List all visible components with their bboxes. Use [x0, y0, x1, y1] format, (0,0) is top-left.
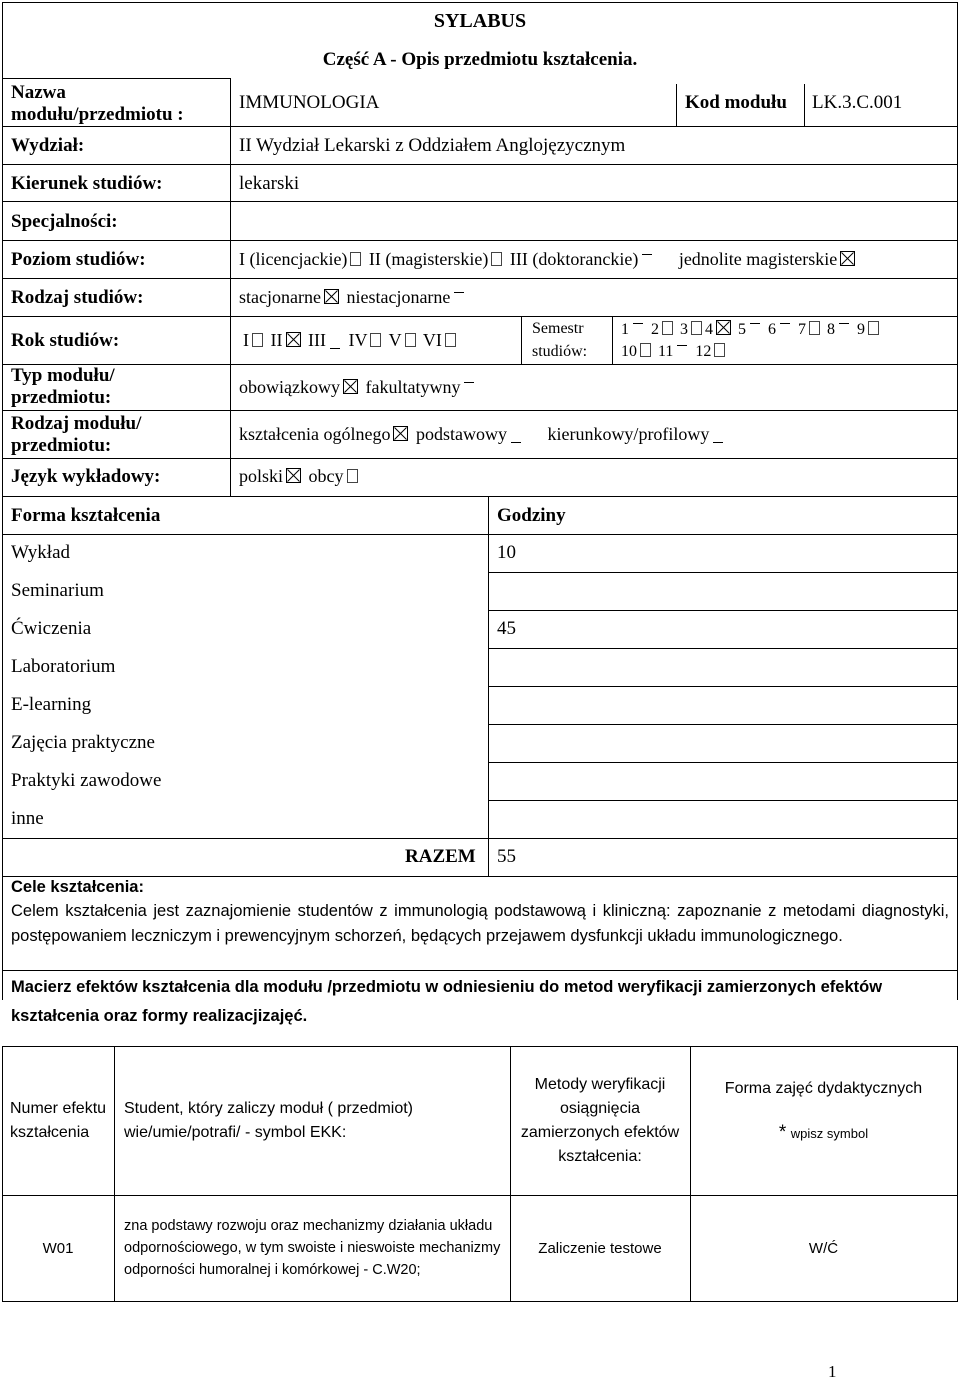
semester-label-line1: Semestr: [532, 320, 584, 337]
semester-10-checkbox[interactable]: [640, 343, 651, 357]
level-option-label: jednolite magisterskie: [678, 249, 838, 269]
page-number: 1: [828, 1362, 837, 1381]
semester-option: 12: [695, 343, 712, 360]
level-1-checkbox[interactable]: [350, 252, 361, 266]
study-type-label: Rodzaj studiów:: [11, 287, 144, 308]
module-kind-option: kierunkowy/profilowy: [547, 424, 710, 444]
year-2-checkbox[interactable]: [286, 332, 301, 347]
semester-12-checkbox[interactable]: [714, 343, 725, 357]
page-subtitle: Część A - Opis przedmiotu kształcenia.: [322, 49, 638, 70]
effect-description: zna podstawy rozwoju oraz mechanizmy działania układu odpornościowego, w tym swoiste i nieswoiste mechanizmy odporności humoralnej i komórkowej - C.W20;: [124, 1218, 501, 1278]
module-code-label: Kod modułu: [685, 92, 787, 113]
language-options: [239, 466, 361, 487]
faculty-label: Wydział:: [11, 135, 85, 156]
form-header: Forma kształcenia: [11, 505, 161, 526]
semester-option: 6: [768, 321, 776, 338]
semester-options-row1: [621, 320, 882, 339]
module-kind-label-line1: Rodzaj modułu/: [11, 413, 142, 434]
form-practical: Zajęcia praktyczne: [11, 732, 155, 753]
year-options: [243, 330, 459, 351]
col-number-header: Numer efektu kształcenia: [10, 1099, 107, 1141]
module-kind-option: podstawowy: [415, 424, 507, 444]
language-label: Język wykładowy:: [11, 466, 161, 487]
faculty-value: II Wydział Lekarski z Oddziałem Anglojęzycznym: [239, 135, 626, 156]
language-option: obcy: [308, 466, 344, 486]
semester-option: 11: [658, 343, 674, 360]
level-options: [239, 249, 858, 270]
module-kind-options: [239, 424, 727, 445]
module-label-line2: modułu/przedmiotu :: [11, 104, 184, 125]
col-form-header: Forma zajęć dydaktycznych: [724, 1080, 923, 1097]
language-option: polski: [239, 466, 284, 486]
col-form-note: [690, 1122, 957, 1144]
form-internship: Praktyki zawodowe: [11, 770, 162, 791]
level-3-dash[interactable]: [642, 254, 652, 255]
level-option-label: II (magisterskie): [368, 249, 489, 269]
col-form-note-star: *: [778, 1122, 787, 1143]
polish-checkbox[interactable]: [286, 468, 301, 483]
semester-option: 10: [621, 343, 637, 360]
module-type-label-line1: Typ modułu/: [11, 365, 115, 386]
semester-4-checkbox[interactable]: [716, 320, 731, 335]
year-5-checkbox[interactable]: [405, 333, 416, 347]
year-option: I: [243, 330, 249, 350]
semester-7-checkbox[interactable]: [809, 321, 820, 335]
semester-8-mark[interactable]: [839, 323, 849, 324]
matrix-heading: Macierz efektów kształcenia dla modułu /przedmiotu w odniesieniu do metod weryfikacji zamierzonych efektów kształcenia oraz formy realizacjizajęć.: [11, 978, 883, 1025]
form-seminar: Seminarium: [11, 580, 104, 601]
module-kind-option: kształcenia ogólnego: [239, 424, 391, 444]
year-option: III: [308, 330, 326, 350]
hours-lecture: 10: [497, 542, 516, 563]
optional-dash[interactable]: [464, 382, 474, 383]
effect-form: W/Ć: [808, 1239, 839, 1257]
year-option: VI: [422, 330, 442, 350]
col-effect-header: Student, który zaliczy moduł ( przedmiot) wie/umie/potrafi/ - symbol EKK:: [124, 1099, 413, 1141]
semester-option: 3: [680, 321, 688, 338]
semester-option: 8: [827, 321, 835, 338]
semester-option: 9: [857, 321, 865, 338]
foreign-checkbox[interactable]: [347, 469, 358, 483]
semester-option: 2: [651, 321, 659, 338]
module-type-option: obowiązkowy: [239, 377, 340, 397]
year-label: Rok studiów:: [11, 330, 120, 351]
year-4-checkbox[interactable]: [370, 333, 381, 347]
mandatory-checkbox[interactable]: [343, 379, 358, 394]
goals-heading: Cele kształcenia:: [11, 878, 144, 896]
col-form-note-text: wpisz symbol: [790, 1126, 869, 1141]
basic-mark[interactable]: [511, 442, 521, 443]
semester-11-mark[interactable]: [677, 345, 687, 346]
semester-label-line2: studiów:: [532, 343, 588, 360]
semester-option: 1: [621, 321, 629, 338]
study-type-option: stacjonarne: [239, 287, 321, 307]
module-label-line1: Nazwa: [11, 82, 66, 103]
module-name: IMMUNOLOGIA: [239, 92, 380, 113]
semester-5-mark[interactable]: [750, 323, 760, 324]
semester-option: 4: [705, 321, 713, 338]
full-time-checkbox[interactable]: [324, 289, 339, 304]
page-title: SYLABUS: [433, 10, 527, 32]
study-type-option: niestacjonarne: [346, 287, 451, 307]
module-type-label-line2: przedmiotu:: [11, 387, 112, 408]
module-type-options: [239, 377, 478, 398]
module-type-option: fakultatywny: [365, 377, 461, 397]
form-elearning: E-learning: [11, 694, 92, 715]
semester-option: 7: [798, 321, 806, 338]
level-option-label: III (doktoranckie): [509, 249, 639, 269]
total-label: RAZEM: [405, 846, 476, 867]
form-laboratory: Laboratorium: [11, 656, 116, 677]
goals-text: Celem kształcenia jest zaznajomienie studentów z immunologią podstawową i kliniczną: zapoznanie z metodami diagnostyki, postępowaniem leczniczym i prewencyjnym schorzeń, będących przejawem dysfunkcji układu immunologicznego.: [11, 902, 949, 945]
semester-1-mark[interactable]: [633, 323, 643, 324]
form-exercises: Ćwiczenia: [11, 618, 92, 639]
module-kind-label-line2: przedmiotu:: [11, 435, 112, 456]
hours-exercises: 45: [497, 618, 516, 639]
semester-2-checkbox[interactable]: [662, 321, 673, 335]
effect-method: Zaliczenie testowe: [538, 1239, 662, 1257]
total-value: 55: [497, 846, 516, 867]
semester-6-mark[interactable]: [780, 323, 790, 324]
semester-options-row2: [621, 343, 728, 361]
year-6-checkbox[interactable]: [445, 333, 456, 347]
semester-3-checkbox[interactable]: [691, 321, 702, 335]
effect-number: W01: [42, 1239, 74, 1257]
level-2-checkbox[interactable]: [491, 252, 502, 266]
direction-value: lekarski: [239, 173, 300, 194]
semester-option: 5: [738, 321, 746, 338]
year-option: V: [388, 330, 402, 350]
direction-label: Kierunek studiów:: [11, 173, 163, 194]
year-option: II: [270, 330, 283, 350]
form-other: inne: [11, 808, 44, 829]
hours-header: Godziny: [497, 505, 566, 526]
year-option: IV: [348, 330, 368, 350]
semester-9-checkbox[interactable]: [868, 321, 879, 335]
level-option-label: I (licencjackie): [239, 249, 348, 269]
directional-mark[interactable]: [713, 442, 723, 443]
year-3-mark[interactable]: [330, 348, 340, 349]
year-1-checkbox[interactable]: [252, 333, 263, 347]
col-method-header: Metody weryfikacji osiągnięcia zamierzonych efektów kształcenia:: [520, 1075, 680, 1165]
part-time-dash[interactable]: [454, 292, 464, 293]
module-code-value: LK.3.C.001: [812, 92, 903, 113]
study-type-options: [239, 287, 468, 308]
level-label: Poziom studiów:: [11, 249, 146, 270]
general-education-checkbox[interactable]: [393, 426, 408, 441]
specialty-label: Specjalności:: [11, 211, 118, 232]
level-uniform-checkbox[interactable]: [840, 251, 855, 266]
form-lecture: Wykład: [11, 542, 71, 563]
